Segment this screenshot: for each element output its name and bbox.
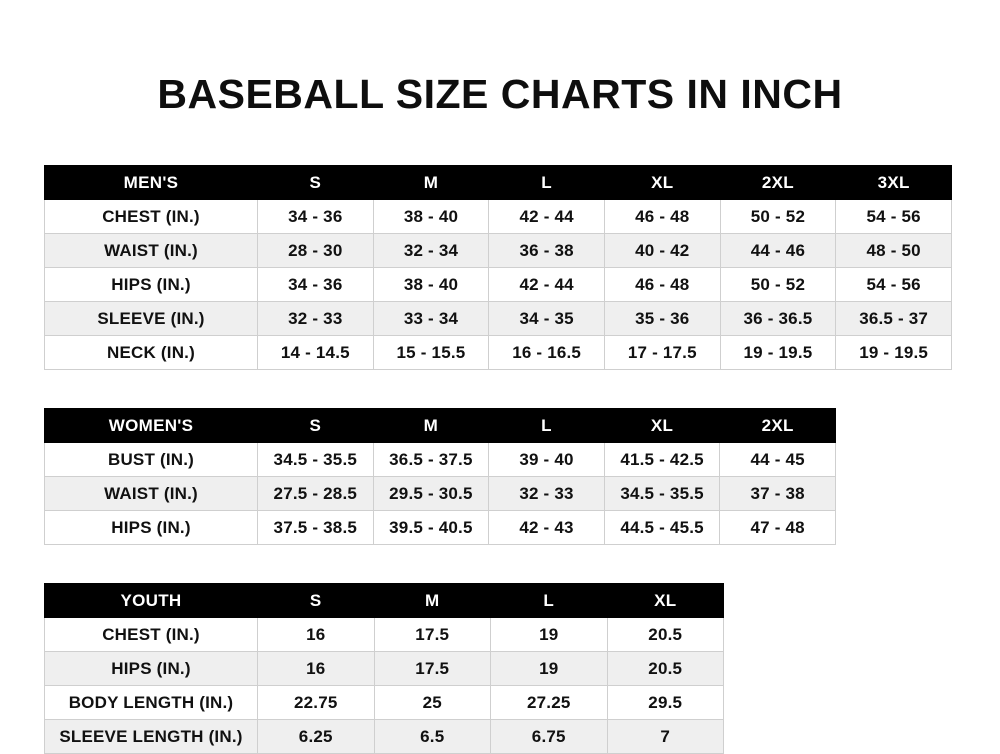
womens-hips-xl: 44.5 - 45.5 — [604, 511, 720, 545]
table-row — [45, 477, 836, 511]
mens-hips-s: 34 - 36 — [258, 268, 374, 302]
mens-row-label-hips: HIPS (IN.) — [45, 268, 258, 302]
womens-waist-2xl: 37 - 38 — [720, 477, 836, 511]
womens-table-body — [45, 443, 836, 545]
mens-row-label-waist: WAIST (IN.) — [45, 234, 258, 268]
mens-chest-s: 34 - 36 — [258, 200, 374, 234]
womens-waist-s: 27.5 - 28.5 — [258, 477, 374, 511]
mens-header-xl: XL — [604, 166, 720, 200]
mens-neck-xl: 17 - 17.5 — [604, 336, 720, 370]
youth-hips-l: 19 — [491, 652, 608, 686]
table-row — [45, 302, 952, 336]
youth-table-body — [45, 618, 724, 754]
youth-row-label-body-length: BODY LENGTH (IN.) — [45, 686, 258, 720]
mens-header-l: L — [489, 166, 605, 200]
womens-hips-l: 42 - 43 — [489, 511, 605, 545]
mens-waist-2xl: 44 - 46 — [720, 234, 836, 268]
youth-size-table — [44, 583, 724, 754]
mens-row-label-neck: NECK (IN.) — [45, 336, 258, 370]
womens-hips-s: 37.5 - 38.5 — [258, 511, 374, 545]
mens-waist-l: 36 - 38 — [489, 234, 605, 268]
womens-bust-m: 36.5 - 37.5 — [373, 443, 489, 477]
table-row — [45, 443, 836, 477]
womens-waist-xl: 34.5 - 35.5 — [604, 477, 720, 511]
womens-row-label-hips: HIPS (IN.) — [45, 511, 258, 545]
youth-row-label-hips: HIPS (IN.) — [45, 652, 258, 686]
youth-header-l: L — [491, 584, 608, 618]
mens-waist-3xl: 48 - 50 — [836, 234, 952, 268]
mens-sleeve-s: 32 - 33 — [258, 302, 374, 336]
mens-header-m: M — [373, 166, 489, 200]
womens-bust-s: 34.5 - 35.5 — [258, 443, 374, 477]
table-row — [45, 652, 724, 686]
womens-bust-l: 39 - 40 — [489, 443, 605, 477]
womens-waist-l: 32 - 33 — [489, 477, 605, 511]
womens-bust-2xl: 44 - 45 — [720, 443, 836, 477]
mens-chest-m: 38 - 40 — [373, 200, 489, 234]
youth-hips-m: 17.5 — [374, 652, 491, 686]
mens-table-body — [45, 200, 952, 370]
youth-chest-xl: 20.5 — [607, 618, 724, 652]
table-row — [45, 618, 724, 652]
womens-hips-m: 39.5 - 40.5 — [373, 511, 489, 545]
size-tables-container — [0, 165, 1000, 754]
mens-sleeve-xl: 35 - 36 — [604, 302, 720, 336]
mens-waist-m: 32 - 34 — [373, 234, 489, 268]
mens-chest-2xl: 50 - 52 — [720, 200, 836, 234]
table-row — [45, 720, 724, 754]
womens-row-label-waist: WAIST (IN.) — [45, 477, 258, 511]
mens-neck-l: 16 - 16.5 — [489, 336, 605, 370]
mens-hips-xl: 46 - 48 — [604, 268, 720, 302]
youth-sleeve-length-m: 6.5 — [374, 720, 491, 754]
mens-neck-s: 14 - 14.5 — [258, 336, 374, 370]
womens-table-head — [45, 409, 836, 443]
mens-header-category: MEN'S — [45, 166, 258, 200]
youth-row-label-chest: CHEST (IN.) — [45, 618, 258, 652]
womens-header-2xl: 2XL — [720, 409, 836, 443]
table-row — [45, 234, 952, 268]
youth-sleeve-length-s: 6.25 — [258, 720, 375, 754]
mens-hips-3xl: 54 - 56 — [836, 268, 952, 302]
womens-waist-m: 29.5 - 30.5 — [373, 477, 489, 511]
youth-table-head — [45, 584, 724, 618]
youth-header-xl: XL — [607, 584, 724, 618]
table-header-row — [45, 584, 724, 618]
mens-hips-l: 42 - 44 — [489, 268, 605, 302]
womens-bust-xl: 41.5 - 42.5 — [604, 443, 720, 477]
mens-row-label-sleeve: SLEEVE (IN.) — [45, 302, 258, 336]
mens-waist-xl: 40 - 42 — [604, 234, 720, 268]
table-spacer — [44, 545, 956, 583]
youth-chest-m: 17.5 — [374, 618, 491, 652]
youth-header-category: YOUTH — [45, 584, 258, 618]
womens-header-xl: XL — [604, 409, 720, 443]
mens-neck-m: 15 - 15.5 — [373, 336, 489, 370]
table-header-row — [45, 166, 952, 200]
mens-neck-3xl: 19 - 19.5 — [836, 336, 952, 370]
mens-header-2xl: 2XL — [720, 166, 836, 200]
mens-sleeve-2xl: 36 - 36.5 — [720, 302, 836, 336]
mens-neck-2xl: 19 - 19.5 — [720, 336, 836, 370]
mens-header-s: S — [258, 166, 374, 200]
table-spacer — [44, 370, 956, 408]
youth-sleeve-length-l: 6.75 — [491, 720, 608, 754]
womens-header-m: M — [373, 409, 489, 443]
mens-header-3xl: 3XL — [836, 166, 952, 200]
table-row — [45, 268, 952, 302]
mens-chest-3xl: 54 - 56 — [836, 200, 952, 234]
mens-chest-xl: 46 - 48 — [604, 200, 720, 234]
mens-sleeve-m: 33 - 34 — [373, 302, 489, 336]
youth-chest-s: 16 — [258, 618, 375, 652]
womens-header-category: WOMEN'S — [45, 409, 258, 443]
mens-row-label-chest: CHEST (IN.) — [45, 200, 258, 234]
youth-hips-xl: 20.5 — [607, 652, 724, 686]
womens-size-table — [44, 408, 836, 545]
youth-body-length-m: 25 — [374, 686, 491, 720]
table-row — [45, 686, 724, 720]
youth-chest-l: 19 — [491, 618, 608, 652]
mens-table-head — [45, 166, 952, 200]
youth-row-label-sleeve-length: SLEEVE LENGTH (IN.) — [45, 720, 258, 754]
mens-hips-2xl: 50 - 52 — [720, 268, 836, 302]
youth-body-length-xl: 29.5 — [607, 686, 724, 720]
womens-row-label-bust: BUST (IN.) — [45, 443, 258, 477]
mens-hips-m: 38 - 40 — [373, 268, 489, 302]
table-header-row — [45, 409, 836, 443]
youth-body-length-l: 27.25 — [491, 686, 608, 720]
youth-body-length-s: 22.75 — [258, 686, 375, 720]
womens-header-s: S — [258, 409, 374, 443]
page-title: BASEBALL SIZE CHARTS IN INCH — [157, 71, 843, 117]
mens-chest-l: 42 - 44 — [489, 200, 605, 234]
womens-hips-2xl: 47 - 48 — [720, 511, 836, 545]
youth-header-s: S — [258, 584, 375, 618]
womens-header-l: L — [489, 409, 605, 443]
table-row — [45, 200, 952, 234]
mens-sleeve-l: 34 - 35 — [489, 302, 605, 336]
youth-header-m: M — [374, 584, 491, 618]
table-row — [45, 511, 836, 545]
mens-size-table — [44, 165, 952, 370]
mens-sleeve-3xl: 36.5 - 37 — [836, 302, 952, 336]
mens-waist-s: 28 - 30 — [258, 234, 374, 268]
table-row — [45, 336, 952, 370]
youth-sleeve-length-xl: 7 — [607, 720, 724, 754]
youth-hips-s: 16 — [258, 652, 375, 686]
